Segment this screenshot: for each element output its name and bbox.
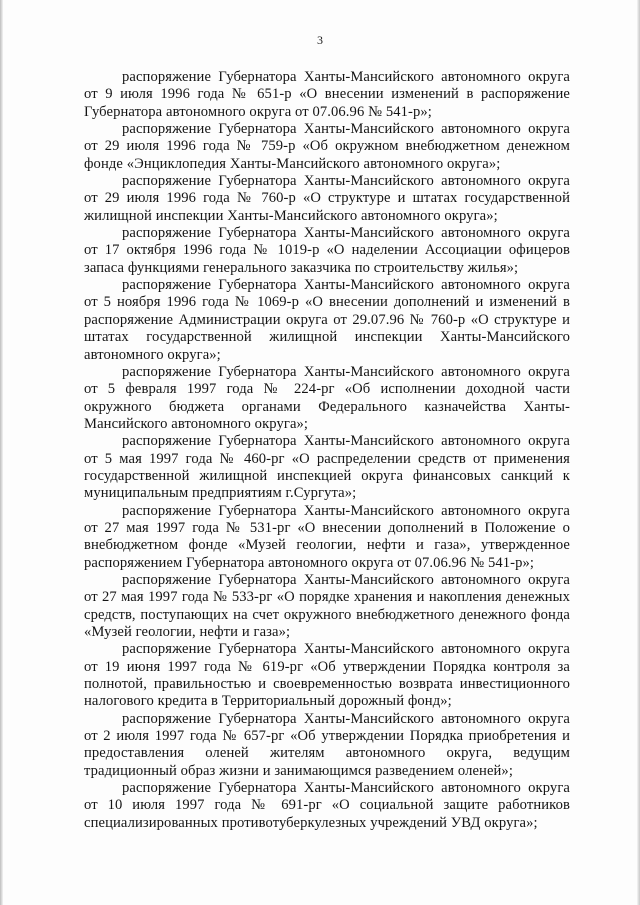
paragraph: распоряжение Губернатора Ханты-Мансийского автономного округа от 10 июля 1997 года № 691-рг «О социальной защите работников специализированных противотуберкулезных учреждений УВД округа»;	[84, 780, 570, 831]
paragraph: распоряжение Губернатора Ханты-Мансийского автономного округа от 19 июня 1997 года № 619-рг «Об утверждении Порядка контроля за полнотой, правильностью и своевременностью возврата инвестиционного налогового кредита в Территориальный дорожный фонд»;	[84, 641, 570, 710]
paragraph: распоряжение Губернатора Ханты-Мансийского автономного округа от 5 мая 1997 года № 460-рг «О распределении средств от применения государственной жилищной инспекцией округа финансовых санкций к муниципальным предприятиям г.Сургута»;	[84, 433, 570, 502]
paragraph: распоряжение Губернатора Ханты-Мансийского автономного округа от 5 ноября 1996 года № 1069-р «О внесении дополнений и изменений в распоряжение Администрации округа от 29.07.96 № 760-р «О структуре и штатах государственной жилищной инспекции Ханты-Мансийского автономного округа»;	[84, 277, 570, 363]
paragraph: распоряжение Губернатора Ханты-Мансийского автономного округа от 2 июля 1997 года № 657-рг «Об утверждении Порядка приобретения и предоставления оленей жителям автономного округа, ведущим традиционный образ жизни и занимающимся разведением оленей»;	[84, 710, 570, 779]
paragraph: распоряжение Губернатора Ханты-Мансийского автономного округа от 27 мая 1997 года № 533-рг «О порядке хранения и накопления денежных средств, поступающих на счет окружного внебюджетного денежного фонда «Музей геологии, нефти и газа»;	[84, 571, 570, 640]
paragraph: распоряжение Губернатора Ханты-Мансийского автономного округа от 29 июля 1996 года № 759-р «Об окружном внебюджетном денежном фонде «Энциклопедия Ханты-Мансийского автономного округа»;	[84, 121, 570, 172]
document-body	[84, 69, 570, 832]
paragraph: распоряжение Губернатора Ханты-Мансийского автономного округа от 29 июля 1996 года № 760-р «О структуре и штатах государственной жилищной инспекции Ханты-Мансийского автономного округа»;	[84, 173, 570, 224]
page-number: 3	[317, 33, 323, 47]
paragraph: распоряжение Губернатора Ханты-Мансийского автономного округа от 9 июля 1996 года № 651-р «О внесении изменений в распоряжение Губернатора автономного округа от 07.06.96 № 541-р»;	[84, 69, 570, 120]
paragraph: распоряжение Губернатора Ханты-Мансийского автономного округа от 27 мая 1997 года № 531-рг «О внесении дополнений в Положение о внебюджетном фонде «Музей геологии, нефти и газа», утвержденное распоряжением Губернатора автономного округа от 07.06.96 № 541-р»;	[84, 502, 570, 571]
scan-edge-left	[0, 0, 3, 905]
paragraph: распоряжение Губернатора Ханты-Мансийского автономного округа от 5 февраля 1997 года № 224-рг «Об исполнении доходной части окружного бюджета органами Федерального казначейства Ханты-Мансийского автономного округа»;	[84, 363, 570, 432]
paragraph: распоряжение Губернатора Ханты-Мансийского автономного округа от 17 октября 1996 года № 1019-р «О наделении Ассоциации офицеров запаса функциями генерального заказчика по строительству жилья»;	[84, 225, 570, 276]
